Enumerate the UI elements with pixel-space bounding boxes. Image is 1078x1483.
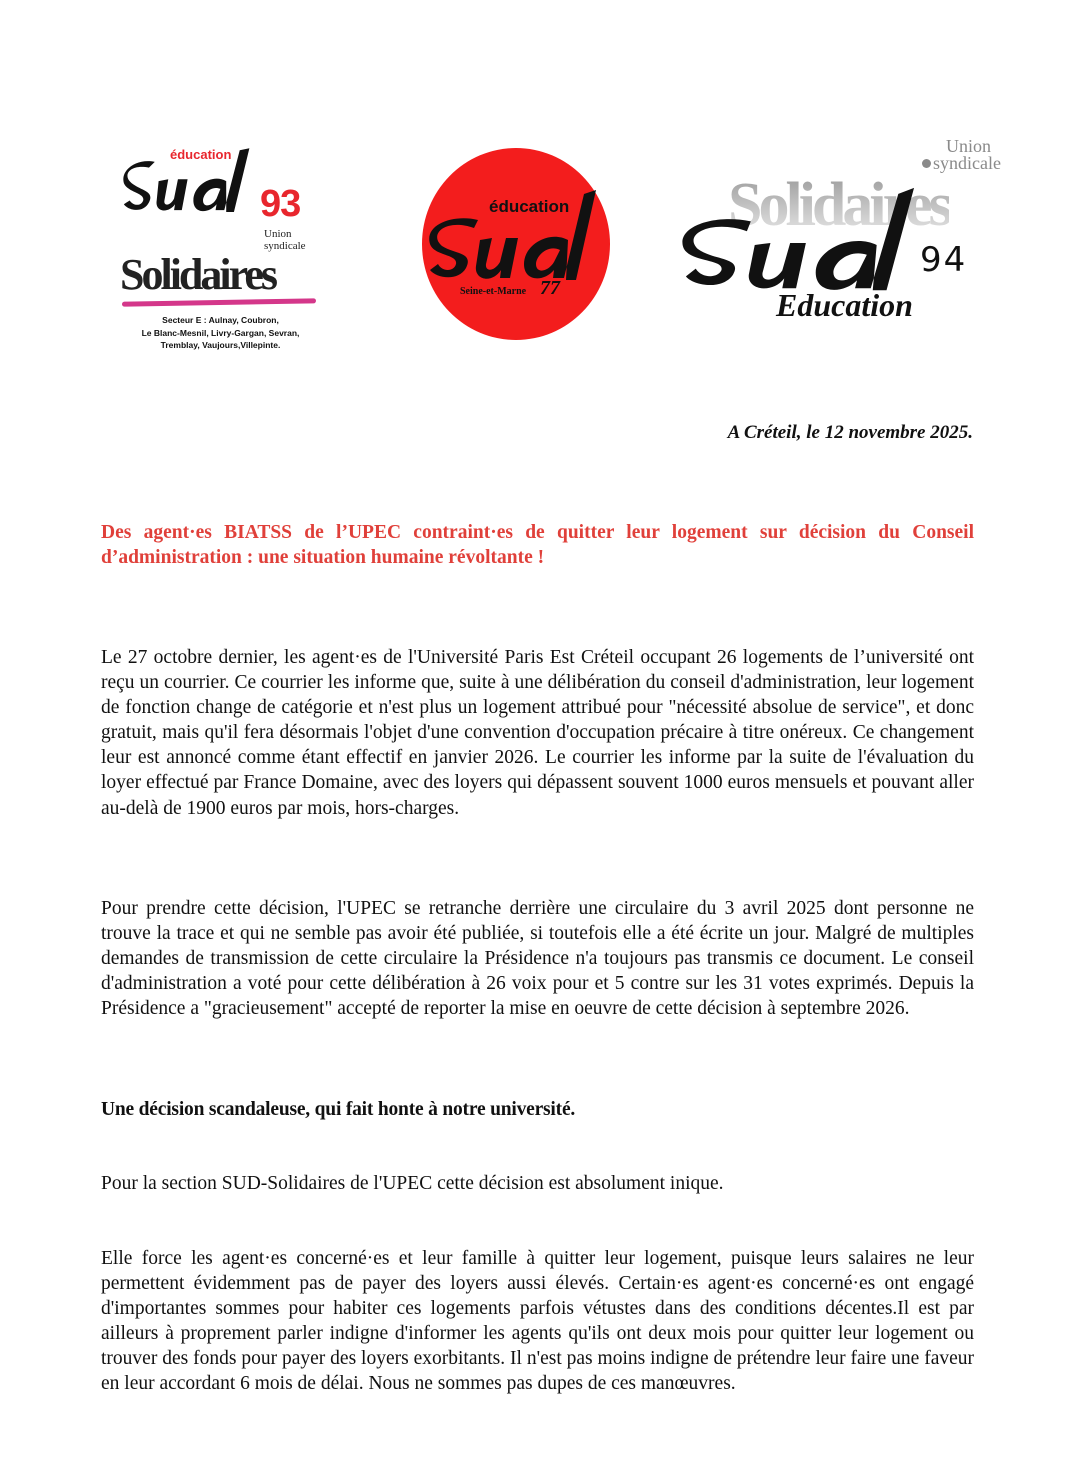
logo-sud-education-94 (676, 138, 1038, 328)
logo-education-text: éducation (489, 197, 570, 216)
paragraph-1: Le 27 octobre dernier, les agent·es de l'Université Paris Est Créteil occupant 26 logements de l’université ont reçu un courrier. Ce courrier les informe que, suite à une délibération du conseil d'administration, leur logement de fonction change de catégorie et n'est plus un logement attribué pour "nécessité absolue de service", et donc gratuit, mais qu'il fera désormais l'objet d'une convention d'occupation précaire à titre onéreux. Ce changement leur est annoncé comme étant effectif en janvier 2026. Le courrier les informe par la suite de l'évaluation du loyer effectué par France Domaine, avec des loyers qui dépassent souvent 1000 euros mensuels et pouvant aller au-delà de 1900 euros par mois, hors-charges. (101, 647, 974, 819)
paragraph-4: Elle force les agent·es concerné·es et leur famille à quitter leur logement, puisque leurs salaires ne leur permettent évidemment pas de payer des loyers aussi élevés. Certain·es agent·es concerné·es ont engagé d'importantes sommes pour habiter ces logements parfois vétustes dans des conditions décentes.Il est par ailleurs à proprement parler indigne d'informer les agents qu'ils ont deux mois pour quitter leur logement ou trouver des fonds pour payer des loyers exorbitants. Il n'est pas moins indigne de prétendre leur faire une faveur en leur accordant 6 mois de délai. Nous ne sommes pas dupes de ces manœuvres. (101, 1248, 974, 1395)
document-title: Des agent·es BIATSS de l’UPEC contraint·es de quitter leur logement sur décision du Conseil d’administration : une situation humaine révoltante ! (101, 522, 974, 568)
logo-solidaires-text: Solidaires (728, 171, 949, 239)
sector-line: Secteur E : Aulnay, Coubron, (162, 315, 279, 325)
sector-line: Tremblay, Vaujours,Villepinte. (160, 340, 281, 350)
sector-line: Le Blanc-Mesnil, Livry-Gargan, Sevran, (141, 327, 300, 338)
syndicale-line: syndicale (933, 153, 1001, 173)
syndicale-line: syndicale (264, 240, 306, 252)
logo-department-text: Seine-et-Marne (460, 286, 527, 297)
logo-sud-education-77 (422, 148, 610, 340)
logo-sector-text (118, 314, 323, 352)
sud-logotype (676, 184, 921, 302)
logo-number-93: 93 (260, 183, 301, 225)
document-date: A Créteil, le 12 novembre 2025. (727, 422, 973, 443)
union-line: Union (264, 228, 292, 240)
logo-sud-education-93 (118, 140, 323, 360)
union-line: Union (946, 136, 991, 156)
logo-number-77: 77 (540, 277, 560, 299)
logo-number-94: 94 (920, 240, 968, 280)
section-heading: Une décision scandaleuse, qui fait honte à notre université. (101, 1099, 576, 1120)
dot-icon (922, 159, 931, 168)
logo-education-text: éducation (170, 147, 232, 162)
paragraph-2: Pour prendre cette décision, l'UPEC se retranche derrière une circulaire du 3 avril 2025 dont personne ne trouve la trace et qui ne semble pas avoir été publiée, si toutefois elle a été écrite un jour. Malgré de multiples demandes de transmission de cette circulaire la Présidence n'a toujours pas transmis ce document. Le conseil d'administration a voté pour cette délibération à 26 voix pour et 5 contre sur les 31 votes exprimés. Depuis la Présidence a "gracieusement" accepté de reporter la mise en oeuvre de cette décision à septembre 2026. (101, 898, 974, 1020)
logo-pink-underline (122, 298, 316, 306)
paragraph-3: Pour la section SUD-Solidaires de l'UPEC cette décision est absolument inique. (101, 1173, 724, 1194)
logo-education-text: Education (776, 287, 913, 323)
logo-solidaires-text: Solidaires (120, 250, 276, 299)
logo-union-syndicale (264, 228, 306, 252)
logo-union-syndicale (922, 138, 1001, 172)
